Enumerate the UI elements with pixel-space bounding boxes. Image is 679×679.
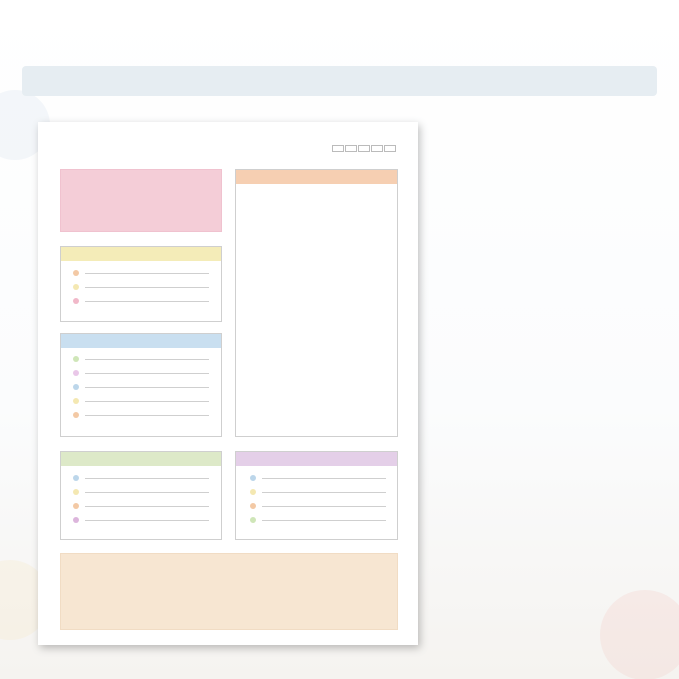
- energy-meter: [332, 145, 396, 152]
- todo-line: [85, 373, 209, 374]
- self-care-line: [85, 520, 209, 521]
- priority-line: [85, 273, 209, 274]
- flower-decoration: [600, 590, 679, 679]
- todo-line: [85, 401, 209, 402]
- improve-dot: [250, 517, 256, 523]
- self-care-dot: [73, 517, 79, 523]
- todo-dot: [73, 412, 79, 418]
- brain-dump-box: [60, 553, 398, 630]
- subtitle-band: [22, 66, 657, 96]
- self-care-dot: [73, 475, 79, 481]
- todo-line: [85, 387, 209, 388]
- todo-line: [85, 415, 209, 416]
- todo-box: [60, 333, 222, 437]
- priority-dot: [73, 298, 79, 304]
- improve-line: [262, 492, 386, 493]
- improve-line: [262, 506, 386, 507]
- date-field: [60, 140, 96, 149]
- todo-line: [85, 359, 209, 360]
- schedule-grid: [235, 196, 398, 437]
- self-care-line: [85, 506, 209, 507]
- self-cares-box: [60, 451, 222, 540]
- priorities-box: [60, 246, 222, 322]
- todo-dot: [73, 384, 79, 390]
- self-care-line: [85, 478, 209, 479]
- improve-dot: [250, 489, 256, 495]
- priority-line: [85, 287, 209, 288]
- priority-line: [85, 301, 209, 302]
- improve-box: [235, 451, 398, 540]
- priority-dot: [73, 270, 79, 276]
- todays-focus-box: [60, 169, 222, 232]
- todo-dot: [73, 356, 79, 362]
- todo-dot: [73, 370, 79, 376]
- priority-dot: [73, 284, 79, 290]
- improve-line: [262, 478, 386, 479]
- todo-dot: [73, 398, 79, 404]
- improve-dot: [250, 503, 256, 509]
- self-care-dot: [73, 503, 79, 509]
- self-care-dot: [73, 489, 79, 495]
- spiral-binding: [20, 128, 46, 640]
- improve-dot: [250, 475, 256, 481]
- self-care-line: [85, 492, 209, 493]
- improve-line: [262, 520, 386, 521]
